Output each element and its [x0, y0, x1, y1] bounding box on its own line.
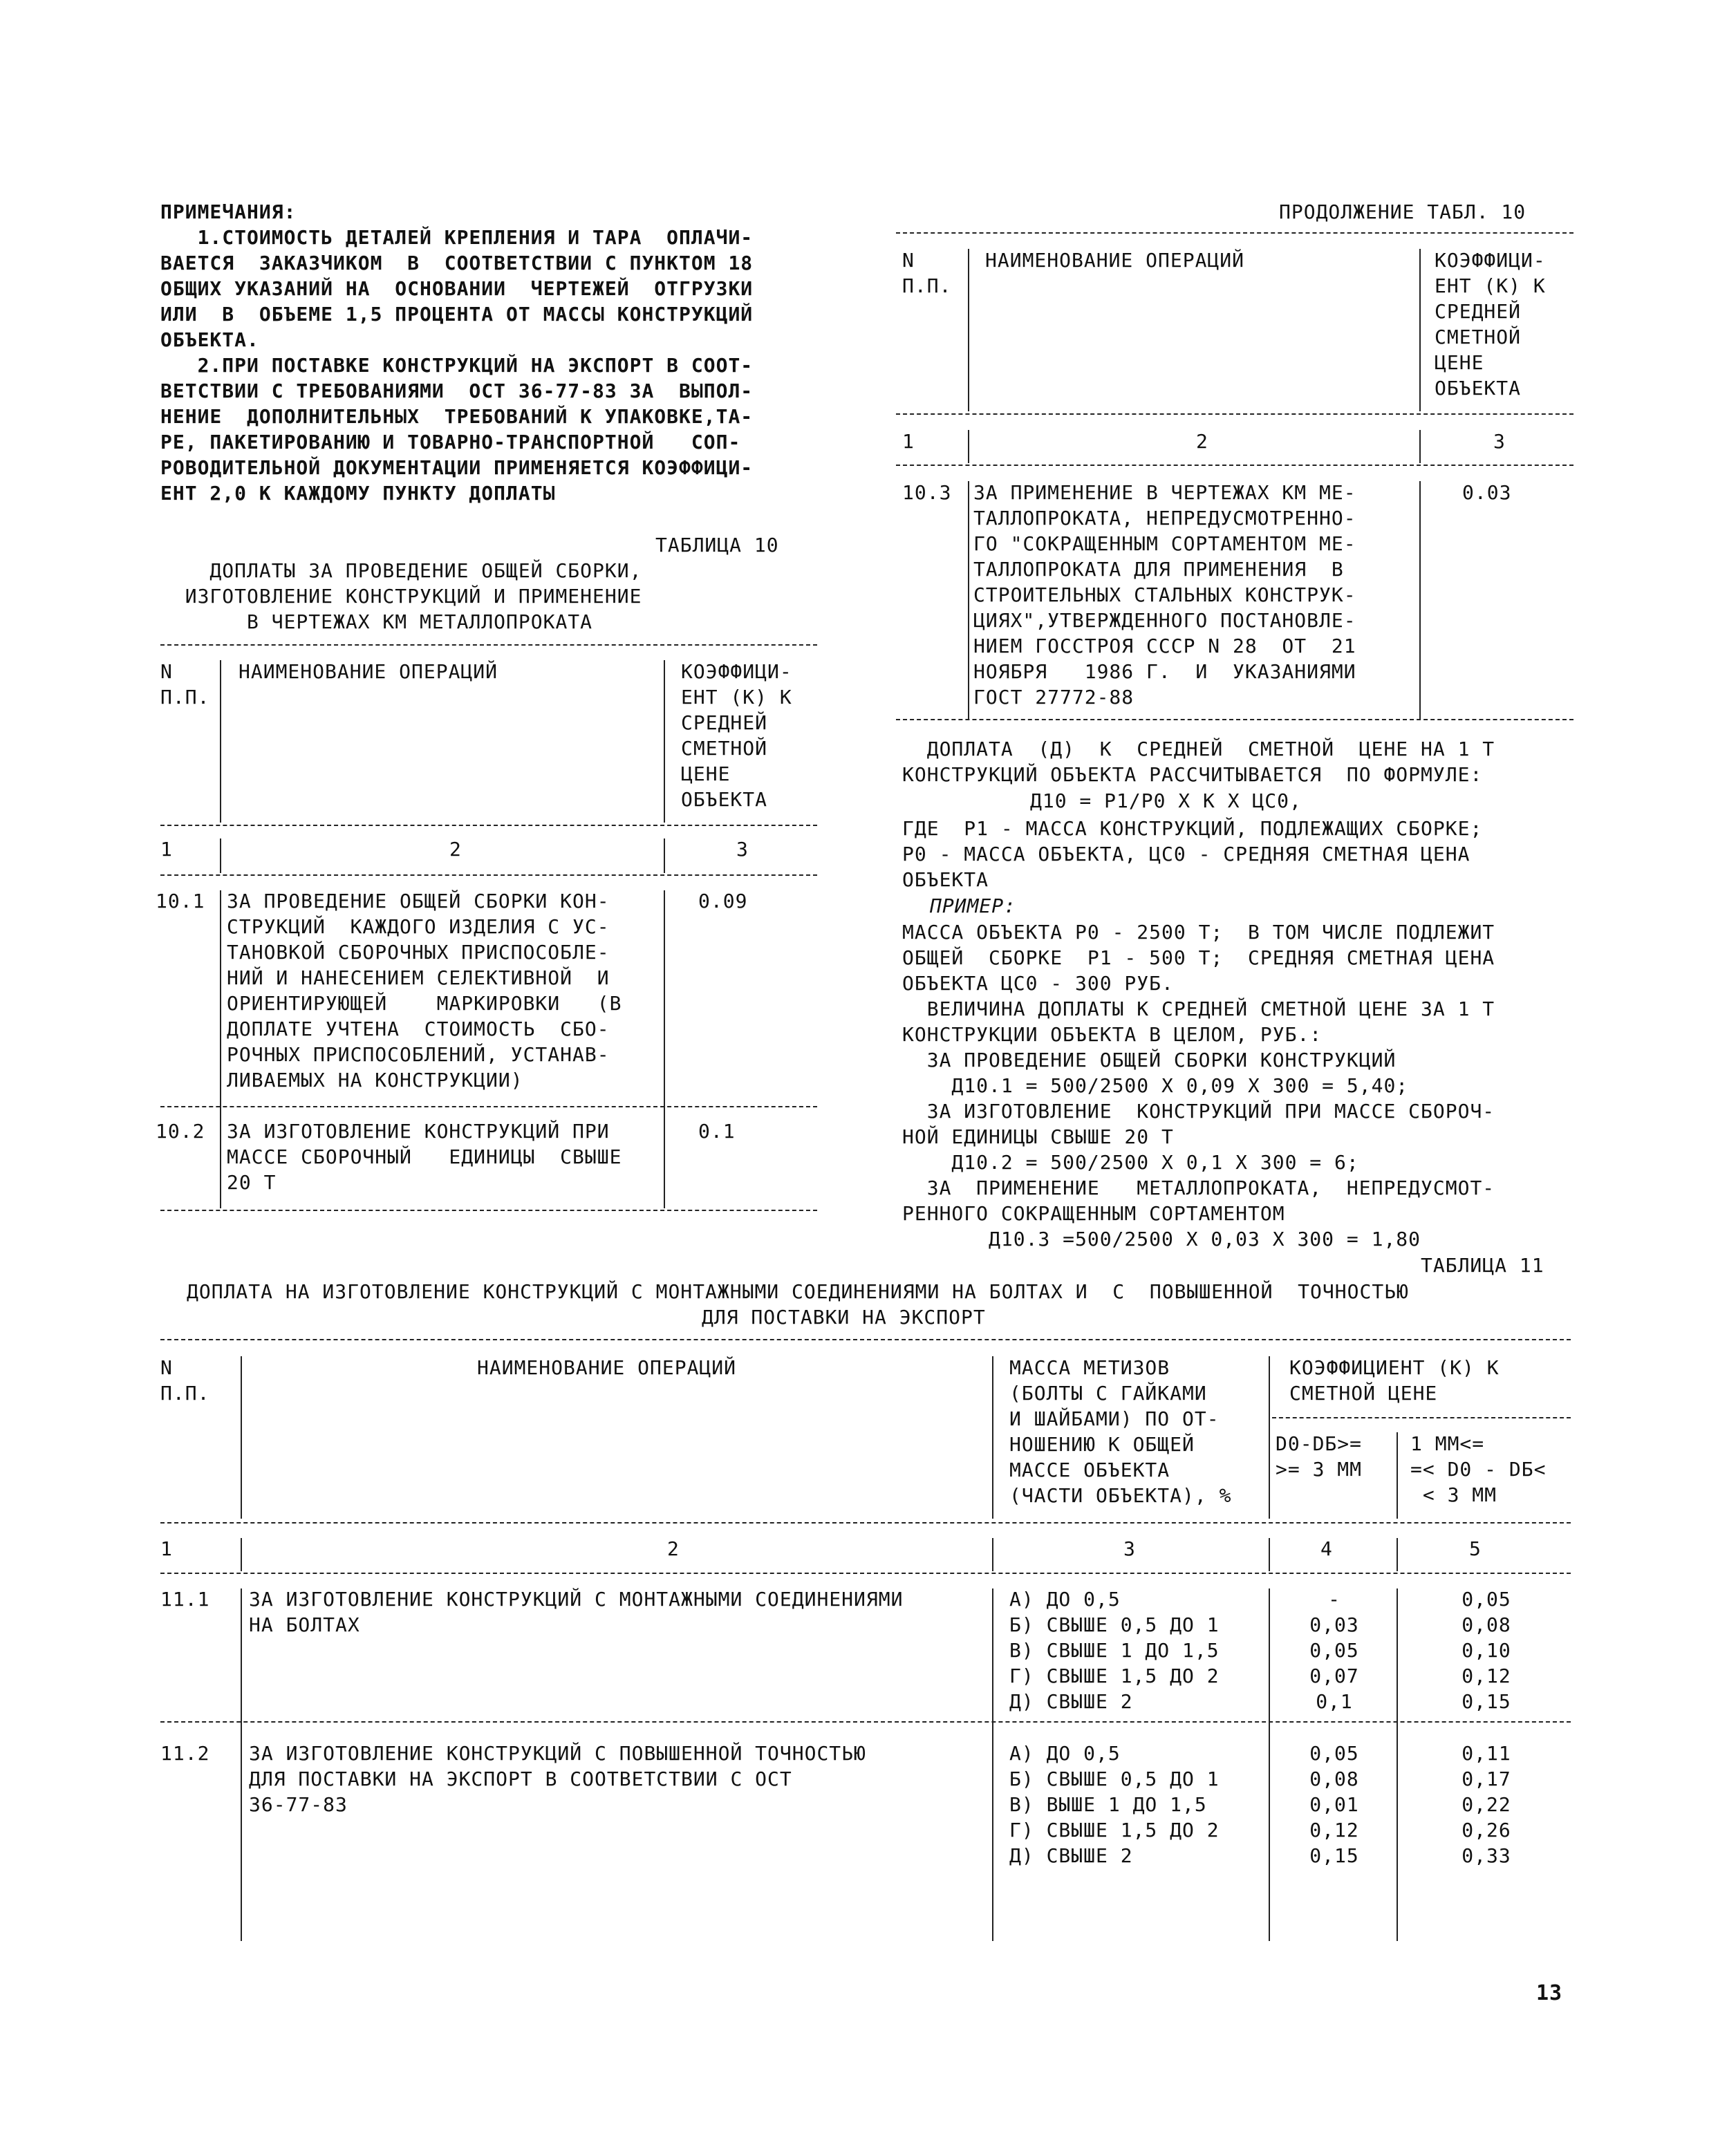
table-11-label: ТАБЛИЦА 11	[1421, 1254, 1544, 1277]
col-index-2: 2	[449, 838, 462, 861]
row-mass: А) ДО 0,5 Б) СВЫШЕ 0,5 ДО 1 В) ВЫШЕ 1 ДО 1,5 Г) СВЫШЕ 1,5 ДО 2 Д) СВЫШЕ 2	[1009, 1742, 1220, 1867]
column-rule	[992, 1588, 993, 1941]
divider	[1272, 1417, 1571, 1418]
table-10-title: ДОПЛАТЫ ЗА ПРОВЕДЕНИЕ ОБЩЕЙ СБОРКИ, ИЗГОТОВЛЕНИЕ КОНСТРУКЦИЙ И ПРИМЕНЕНИЕ В ЧЕРТЕЖАХ КМ МЕТАЛЛОПРОКАТА	[185, 559, 642, 633]
col-index-1: 1	[160, 1537, 173, 1560]
divider	[896, 719, 1573, 720]
column-rule	[1397, 1538, 1398, 1571]
header-num: N П.П.	[902, 249, 952, 297]
column-rule	[1269, 1538, 1270, 1571]
column-rule	[241, 1538, 242, 1571]
col-index-2: 2	[667, 1537, 680, 1560]
row-coef: 0.09	[698, 890, 748, 912]
continuation-label: ПРОДОЛЖЕНИЕ ТАБЛ. 10	[1279, 200, 1526, 223]
column-rule	[1419, 430, 1421, 463]
header-num: N П.П.	[160, 1356, 210, 1405]
column-rule	[992, 1356, 993, 1519]
divider	[160, 1573, 1571, 1574]
column-rule	[1397, 1432, 1398, 1519]
divider	[160, 1106, 817, 1107]
divider	[896, 465, 1573, 466]
column-rule	[220, 890, 221, 1208]
where-line-2: Р0 - МАССА ОБЪЕКТА, ЦС0 - СРЕДНЯЯ СМЕТНАЯ ЦЕНА	[902, 843, 1470, 865]
header-col4: D0-DБ>= >= 3 ММ	[1276, 1432, 1363, 1481]
column-rule	[241, 1356, 242, 1519]
col-index-4: 4	[1320, 1537, 1333, 1560]
divider	[160, 1210, 817, 1211]
example-line-1: МАССА ОБЪЕКТА Р0 - 2500 Т; В ТОМ ЧИСЛЕ ПОДЛЕЖИТ	[902, 921, 1495, 944]
row-coef-5: 0,11 0,17 0,22 0,26 0,33	[1461, 1742, 1511, 1867]
formula: Д10 = Р1/Р0 Х К Х ЦС0,	[1030, 789, 1302, 812]
row-name: ЗА ИЗГОТОВЛЕНИЕ КОНСТРУКЦИЙ С ПОВЫШЕННОЙ ТОЧНОСТЬЮ ДЛЯ ПОСТАВКИ НА ЭКСПОРТ В СООТВЕТСТВИИ С ОСТ 36-77-83	[249, 1742, 866, 1816]
col-index-1: 1	[160, 838, 173, 861]
row-coef: 0.1	[698, 1120, 736, 1143]
col-index-3: 3	[1493, 430, 1506, 453]
column-rule	[664, 890, 665, 1208]
column-rule	[968, 249, 969, 411]
example-line-3: ОБЪЕКТА ЦС0 - 300 РУБ.	[902, 972, 1174, 995]
row-num: 10.3	[902, 481, 952, 504]
note-1: 1.СТОИМОСТЬ ДЕТАЛЕЙ КРЕПЛЕНИЯ И ТАРА ОПЛАЧИ- ВАЕТСЯ ЗАКАЗЧИКОМ В СООТВЕТСТВИИ С ПУНКТОМ 18 ОБЩИХ УКАЗАНИЙ НА ОСНОВАНИИ ЧЕРТЕЖЕЙ ОТГРУЗКИ ИЛИ В ОБЪЕМЕ 1,5 ПРОЦЕНТА ОТ МАССЫ КОНСТРУКЦИЙ ОБЪЕКТА.	[160, 226, 754, 351]
col-index-2: 2	[1196, 430, 1208, 453]
row-name: ЗА ИЗГОТОВЛЕНИЕ КОНСТРУКЦИЙ С МОНТАЖНЫМИ СОЕДИНЕНИЯМИ НА БОЛТАХ	[249, 1588, 904, 1636]
calculation-block: ВЕЛИЧИНА ДОПЛАТЫ К СРЕДНЕЙ СМЕТНОЙ ЦЕНЕ ЗА 1 Т КОНСТРУКЦИИ ОБЪЕКТА В ЦЕЛОМ, РУБ.: ЗА ПРОВЕДЕНИЕ ОБЩЕЙ СБОРКИ КОНСТРУКЦИЙ Д10.1 = 500/2500 Х 0,09 Х 300 = 5,40; ЗА ИЗГОТОВЛЕНИЕ КОНСТРУКЦИЙ ПРИ МАССЕ СБОРОЧ- НОЙ ЕДИНИЦЫ СВЫШЕ 20 Т Д10.2 = 500/2500 Х 0,1 Х 300 = 6; ЗА ПРИМЕНЕНИЕ МЕТАЛЛОПРОКАТА, НЕПРЕДУСМОТ- РЕННОГО СОКРАЩЕННЫМ СОРТАМЕНТОМ Д10.3 =500/2500 Х 0,03 Х 300 = 1,80	[902, 997, 1495, 1250]
column-rule	[1397, 1588, 1398, 1941]
divider	[160, 825, 817, 826]
notes-title: ПРИМЕЧАНИЯ:	[160, 200, 297, 223]
row-num: 10.2	[156, 1120, 205, 1143]
divider	[160, 1522, 1571, 1524]
divider	[896, 232, 1573, 234]
column-rule	[1419, 249, 1421, 411]
column-rule	[1269, 1356, 1270, 1519]
example-line-2: ОБЩЕЙ СБОРКЕ Р1 - 500 Т; СРЕДНЯЯ СМЕТНАЯ ЦЕНА	[902, 946, 1495, 969]
divider	[160, 1721, 1571, 1723]
row-coef-4: 0,05 0,08 0,01 0,12 0,15	[1309, 1742, 1359, 1867]
divider	[896, 413, 1573, 415]
example-label: ПРИМЕР:	[930, 894, 1017, 917]
row-num: 11.1	[160, 1588, 210, 1611]
column-rule	[664, 660, 665, 823]
col-index-3: 3	[736, 838, 749, 861]
header-coef: КОЭФФИЦИЕНТ (К) К СМЕТНОЙ ЦЕНЕ	[1289, 1356, 1500, 1405]
column-rule	[664, 838, 665, 873]
table-10-label: ТАБЛИЦА 10	[655, 534, 779, 556]
header-name: НАИМЕНОВАНИЕ ОПЕРАЦИЙ	[985, 249, 1245, 272]
header-col5: 1 ММ<= =< D0 - DБ< < 3 ММ	[1410, 1432, 1547, 1506]
formula-intro: ДОПЛАТА (Д) К СРЕДНЕЙ СМЕТНОЙ ЦЕНЕ НА 1 Т КОНСТРУКЦИЙ ОБЪЕКТА РАССЧИТЫВАЕТСЯ ПО ФОРМУЛЕ:	[902, 738, 1495, 786]
row-num: 10.1	[156, 890, 205, 912]
col-index-5: 5	[1469, 1537, 1482, 1560]
divider	[160, 644, 817, 646]
header-coef: КОЭФФИЦИ- ЕНТ (К) К СРЕДНЕЙ СМЕТНОЙ ЦЕНЕ ОБЪЕКТА	[681, 660, 792, 811]
header-name: НАИМЕНОВАНИЕ ОПЕРАЦИЙ	[477, 1356, 737, 1379]
where-line-1: ГДЕ Р1 - МАССА КОНСТРУКЦИЙ, ПОДЛЕЖАЩИХ СБОРКЕ;	[902, 817, 1483, 840]
header-coef: КОЭФФИЦИ- ЕНТ (К) К СРЕДНЕЙ СМЕТНОЙ ЦЕНЕ ОБЪЕКТА	[1435, 249, 1546, 400]
col-index-1: 1	[902, 430, 915, 453]
column-rule	[220, 838, 221, 873]
page-number: 13	[1536, 1981, 1563, 2005]
column-rule	[1419, 481, 1421, 720]
column-rule	[968, 481, 969, 720]
row-mass: А) ДО 0,5 Б) СВЫШЕ 0,5 ДО 1 В) СВЫШЕ 1 ДО 1,5 Г) СВЫШЕ 1,5 ДО 2 Д) СВЫШЕ 2	[1009, 1588, 1220, 1713]
divider	[160, 874, 817, 876]
header-name: НАИМЕНОВАНИЕ ОПЕРАЦИЙ	[239, 660, 498, 683]
row-coef-4: - 0,03 0,05 0,07 0,1	[1309, 1588, 1359, 1713]
note-2: 2.ПРИ ПОСТАВКЕ КОНСТРУКЦИЙ НА ЭКСПОРТ В СООТ- ВЕТСТВИИ С ТРЕБОВАНИЯМИ ОСТ 36-77-83 ЗА ВЫПОЛ- НЕНИЕ ДОПОЛНИТЕЛЬНЫХ ТРЕБОВАНИЙ К УПАКОВКЕ,ТА- РЕ, ПАКЕТИРОВАНИЮ И ТОВАРНО-ТРАНСПОРТНОЙ СОП- РОВОДИТЕЛЬНОЙ ДОКУМЕНТАЦИИ ПРИМЕНЯЕТСЯ КОЭФФИЦИ- ЕНТ 2,0 К КАЖДОМУ ПУНКТУ ДОПЛАТЫ	[160, 354, 754, 505]
row-coef: 0.03	[1462, 481, 1512, 504]
divider	[160, 1339, 1571, 1340]
header-mass: МАССА МЕТИЗОВ (БОЛТЫ С ГАЙКАМИ И ШАЙБАМИ) ПО ОТ- НОШЕНИЮ К ОБЩЕЙ МАССЕ ОБЪЕКТА (ЧАСТИ ОБЪЕКТА), %	[1009, 1356, 1232, 1507]
table-11-title-2: ДЛЯ ПОСТАВКИ НА ЭКСПОРТ	[702, 1306, 986, 1329]
row-num: 11.2	[160, 1742, 210, 1765]
column-rule	[220, 660, 221, 823]
row-name: ЗА ПРИМЕНЕНИЕ В ЧЕРТЕЖАХ КМ МЕ- ТАЛЛОПРОКАТА, НЕПРЕДУСМОТРЕННО- ГО "СОКРАЩЕННЫМ СОРТАМЕНТОМ МЕ- ТАЛЛОПРОКАТА ДЛЯ ПРИМЕНЕНИЯ В СТРОИТЕЛЬНЫХ СТАЛЬНЫХ КОНСТРУК- ЦИЯХ",УТВЕРЖДЕННОГО ПОСТАНОВЛЕ- НИЕМ ГОССТРОЯ СССР N 28 ОТ 21 НОЯБРЯ 1986 Г. И УКАЗАНИЯМИ ГОСТ 27772-88	[973, 481, 1356, 709]
column-rule	[992, 1538, 993, 1571]
row-name: ЗА ПРОВЕДЕНИЕ ОБЩЕЙ СБОРКИ КОН- СТРУКЦИЙ КАЖДОГО ИЗДЕЛИЯ С УС- ТАНОВКОЙ СБОРОЧНЫХ ПРИСПОСОБЛЕ- НИЙ И НАНЕСЕНИЕМ СЕЛЕКТИВНОЙ И ОРИЕНТИРУЮЩЕЙ МАРКИРОВКИ (В ДОПЛАТЕ УЧТЕНА СТОИМОСТЬ СБО- РОЧНЫХ ПРИСПОСОБЛЕНИЙ, УСТАНАВ- ЛИВАЕМЫХ НА КОНСТРУКЦИИ)	[227, 890, 622, 1091]
column-rule	[968, 430, 969, 463]
column-rule	[241, 1588, 242, 1941]
header-num: N П.П.	[160, 660, 210, 709]
table-11-title-1: ДОПЛАТА НА ИЗГОТОВЛЕНИЕ КОНСТРУКЦИЙ С МОНТАЖНЫМИ СОЕДИНЕНИЯМИ НА БОЛТАХ И С ПОВЫШЕННОЙ ТОЧНОСТЬЮ	[187, 1280, 1409, 1303]
where-line-3: ОБЪЕКТА	[902, 868, 989, 891]
row-name: ЗА ИЗГОТОВЛЕНИЕ КОНСТРУКЦИЙ ПРИ МАССЕ СБОРОЧНЫЙ ЕДИНИЦЫ СВЫШЕ 20 Т	[227, 1120, 622, 1194]
row-coef-5: 0,05 0,08 0,10 0,12 0,15	[1461, 1588, 1511, 1713]
column-rule	[1269, 1588, 1270, 1941]
col-index-3: 3	[1123, 1537, 1136, 1560]
